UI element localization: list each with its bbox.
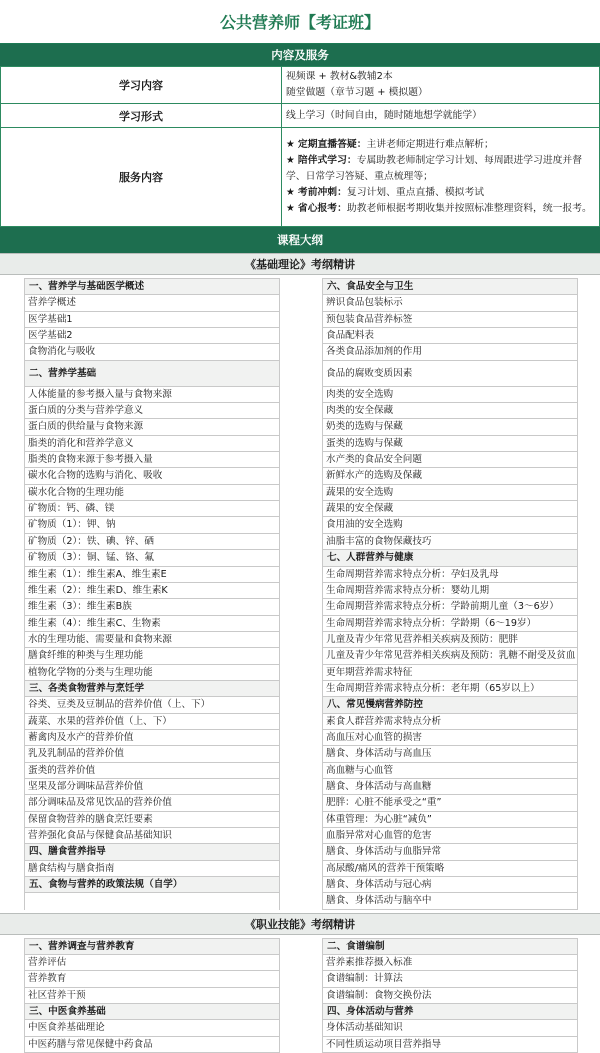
service-item-text: 专属助教老师制定学习计划、每周跟进学习进度并督学、日常学习答疑、重点梳理等；: [286, 155, 583, 182]
section-title-skills: 《职业技能》考纲精讲: [0, 913, 600, 935]
syllabus-chapter-heading: 二、营养学基础: [25, 361, 279, 387]
service-row: [1, 128, 600, 227]
syllabus-chapter-heading: 四、身体活动与营养: [323, 1004, 577, 1020]
content-line: 随堂做题（章节习题 + 模拟题）: [286, 87, 428, 98]
services-header: 内容及服务: [0, 44, 600, 66]
service-item: [286, 201, 595, 217]
syllabus-topic: 各类食品添加剂的作用: [323, 344, 577, 360]
form-row: [1, 104, 600, 128]
form-value: 线上学习（时间自由，随时随地想学就能学）: [282, 104, 600, 128]
syllabus-topic: 食物消化与吸收: [25, 344, 279, 360]
service-item: [286, 137, 595, 153]
syllabus-topic: 维生素（1）：维生素A、维生素E: [25, 567, 279, 583]
syllabus-chapter-heading: 四、膳食营养指导: [25, 844, 279, 860]
syllabus-topic: 生命周期营养需求特点分析：孕妇及乳母: [323, 567, 577, 583]
syllabus-topic: 膳食、身体活动与冠心病: [323, 877, 577, 893]
star-icon: ★: [286, 203, 295, 214]
section-theory-columns: [0, 275, 600, 910]
syllabus-topic: 中医药膳与常见保健中药食品: [25, 1037, 279, 1053]
star-icon: ★: [286, 155, 295, 166]
syllabus-topic: 部分调味品及常见饮品的营养价值: [25, 795, 279, 811]
skills-left-column: [24, 938, 280, 1053]
service-item-title: 省心报考：: [297, 203, 347, 214]
syllabus-topic: 维生素（3）：维生素B族: [25, 599, 279, 615]
theory-right-column: [322, 278, 578, 910]
syllabus-chapter-heading: 八、常见慢病营养防控: [323, 697, 577, 713]
star-icon: ★: [286, 139, 295, 150]
syllabus-topic: 营养评估: [25, 955, 279, 971]
content-value: [282, 67, 600, 104]
syllabus-topic: 更年期营养需求特征: [323, 665, 577, 681]
star-icon: ★: [286, 187, 295, 198]
syllabus-topic: 水产类的食品安全问题: [323, 452, 577, 468]
syllabus-topic: 营养教育: [25, 971, 279, 987]
syllabus-topic: 医学基础2: [25, 328, 279, 344]
syllabus-topic: 谷类、豆类及豆制品的营养价值（上、下）: [25, 697, 279, 713]
syllabus-topic: 儿童及青少年常见营养相关疾病及预防：肥胖: [323, 632, 577, 648]
syllabus-topic: 生命周期营养需求特点分析：学龄期（6～19岁）: [323, 616, 577, 632]
syllabus-topic: 肥胖：心脏不能承受之“重”: [323, 795, 577, 811]
syllabus-topic: 生命周期营养需求特点分析：婴幼儿期: [323, 583, 577, 599]
form-label: 学习形式: [1, 104, 282, 128]
syllabus-topic: 碳水化合物的选购与消化、吸收: [25, 468, 279, 484]
syllabus-topic: 膳食、身体活动与高血糖: [323, 779, 577, 795]
syllabus-chapter-heading: 六、食品安全与卫生: [323, 279, 577, 295]
syllabus-topic: 植物化学物的分类与生理功能: [25, 665, 279, 681]
syllabus-topic: 身体活动基础知识: [323, 1020, 577, 1036]
content-label: 学习内容: [1, 67, 282, 104]
syllabus-topic: 脂类的食物来源于参考摄入量: [25, 452, 279, 468]
syllabus-topic: 保留食物营养的膳食烹饪要素: [25, 812, 279, 828]
syllabus-topic: 坚果及部分调味品营养价值: [25, 779, 279, 795]
service-item-title: 定期直播答疑：: [297, 139, 367, 150]
syllabus-topic: 蛋白质的分类与营养学意义: [25, 403, 279, 419]
page-title: 公共营养师【考证班】: [0, 0, 600, 44]
syllabus-topic: 预包装食品营养标签: [323, 312, 577, 328]
syllabus-topic: 蛋类的营养价值: [25, 763, 279, 779]
syllabus-chapter-heading: 五、食物与营养的政策法规（自学）: [25, 877, 279, 893]
syllabus-chapter-heading: 一、营养调查与营养教育: [25, 939, 279, 955]
syllabus-topic: 肉类的安全选购: [323, 387, 577, 403]
content-line: 视频课 + 教材&教辅2本: [286, 71, 393, 82]
syllabus-topic: 营养素推荐摄入标准: [323, 955, 577, 971]
syllabus-topic: 油脂丰富的食物保藏技巧: [323, 534, 577, 550]
syllabus-topic: 蛋类的选购与保藏: [323, 436, 577, 452]
syllabus-topic: 奶类的选购与保藏: [323, 419, 577, 435]
services-table: [0, 66, 600, 227]
section-skills-columns: [0, 935, 600, 1053]
syllabus-topic: 新鲜水产的选购及保藏: [323, 468, 577, 484]
syllabus-topic: 体重管理：为心脏“减负”: [323, 812, 577, 828]
syllabus-topic: 蔬果的安全保藏: [323, 501, 577, 517]
syllabus-topic: 维生素（4）：维生素C、生物素: [25, 616, 279, 632]
syllabus-topic: 矿物质：钙、磷、镁: [25, 501, 279, 517]
service-item: [286, 185, 595, 201]
syllabus-topic: 辨识食品包装标示: [323, 295, 577, 311]
syllabus-chapter-heading: 七、人群营养与健康: [323, 550, 577, 566]
service-item-text: 主讲老师定期进行难点解析；: [366, 139, 494, 150]
syllabus-chapter-heading: 三、各类食物营养与烹饪学: [25, 681, 279, 697]
syllabus-topic: 高尿酸/痛风的营养干预策略: [323, 861, 577, 877]
syllabus-topic: 食用油的安全选购: [323, 517, 577, 533]
service-item-text: 助教老师根据考期收集并按照标准整理资料，统一报考。: [346, 203, 592, 214]
service-item: [286, 153, 595, 185]
syllabus-topic: 血脂异常对心血管的危害: [323, 828, 577, 844]
syllabus-topic: 维生素（2）：维生素D、维生素K: [25, 583, 279, 599]
syllabus-topic: 营养学概述: [25, 295, 279, 311]
service-item-title: 考前冲刺：: [297, 187, 347, 198]
syllabus-topic: 蔬菜、水果的营养价值（上、下）: [25, 714, 279, 730]
syllabus-topic: 矿物质（2）：铁、碘、锌、硒: [25, 534, 279, 550]
syllabus-topic: 蔬果的安全选购: [323, 485, 577, 501]
syllabus-topic: 膳食结构与膳食指南: [25, 861, 279, 877]
syllabus-topic: 膳食、身体活动与高血压: [323, 746, 577, 762]
syllabus-topic: 不同性质运动项目营养指导: [323, 1037, 577, 1053]
syllabus-topic: 膳食纤维的种类与生理功能: [25, 648, 279, 664]
syllabus-topic: 营养强化食品与保健食品基础知识: [25, 828, 279, 844]
syllabus-chapter-heading: 三、中医食养基础: [25, 1004, 279, 1020]
syllabus-topic: 食谱编制：食物交换份法: [323, 988, 577, 1004]
syllabus-topic: 膳食、身体活动与脑卒中: [323, 893, 577, 909]
syllabus-header: 课程大纲: [0, 227, 600, 253]
syllabus-topic: 蓄禽肉及水产的营养价值: [25, 730, 279, 746]
syllabus-topic: 膳食、身体活动与血脂异常: [323, 844, 577, 860]
syllabus-topic: 高血糖与心血管: [323, 763, 577, 779]
syllabus-topic: 社区营养干预: [25, 988, 279, 1004]
syllabus-topic: 儿童及青少年常见营养相关疾病及预防：乳糖不耐受及贫血: [323, 648, 577, 664]
syllabus-topic: 脂类的消化和营养学意义: [25, 436, 279, 452]
syllabus-topic: 素食人群营养需求特点分析: [323, 714, 577, 730]
syllabus-chapter-heading: 二、食谱编制: [323, 939, 577, 955]
syllabus-topic: 食品的腐败变质因素: [323, 361, 577, 387]
service-item-title: 陪伴式学习：: [297, 155, 357, 166]
syllabus-topic: 食谱编制：计算法: [323, 971, 577, 987]
syllabus-topic: 碳水化合物的生理功能: [25, 485, 279, 501]
syllabus-topic: 食品配料表: [323, 328, 577, 344]
syllabus-topic: 医学基础1: [25, 312, 279, 328]
section-title-theory: 《基础理论》考纲精讲: [0, 253, 600, 275]
service-value: [282, 128, 600, 227]
syllabus-topic: 生命周期营养需求特点分析：老年期（65岁以上）: [323, 681, 577, 697]
content-row: [1, 67, 600, 104]
skills-right-column: [322, 938, 578, 1053]
syllabus-topic: 肉类的安全保藏: [323, 403, 577, 419]
syllabus-topic: 生命周期营养需求特点分析：学龄前期儿童（3～6岁）: [323, 599, 577, 615]
syllabus-topic: 人体能量的参考摄入量与食物来源: [25, 387, 279, 403]
service-label: 服务内容: [1, 128, 282, 227]
syllabus-topic: 矿物质（1）：钾、钠: [25, 517, 279, 533]
service-item-text: 复习计划、重点直播、模拟考试: [346, 187, 485, 198]
syllabus-topic: 水的生理功能、需要量和食物来源: [25, 632, 279, 648]
syllabus-topic: 蛋白质的供给量与食物来源: [25, 419, 279, 435]
syllabus-topic: 乳及乳制品的营养价值: [25, 746, 279, 762]
syllabus-chapter-heading: 一、营养学与基础医学概述: [25, 279, 279, 295]
syllabus-topic: 矿物质（3）：铜、锰、铬、氟: [25, 550, 279, 566]
syllabus-topic: 高血压对心血管的损害: [323, 730, 577, 746]
theory-left-column: [24, 278, 280, 910]
syllabus-topic: 中医食养基础理论: [25, 1020, 279, 1036]
